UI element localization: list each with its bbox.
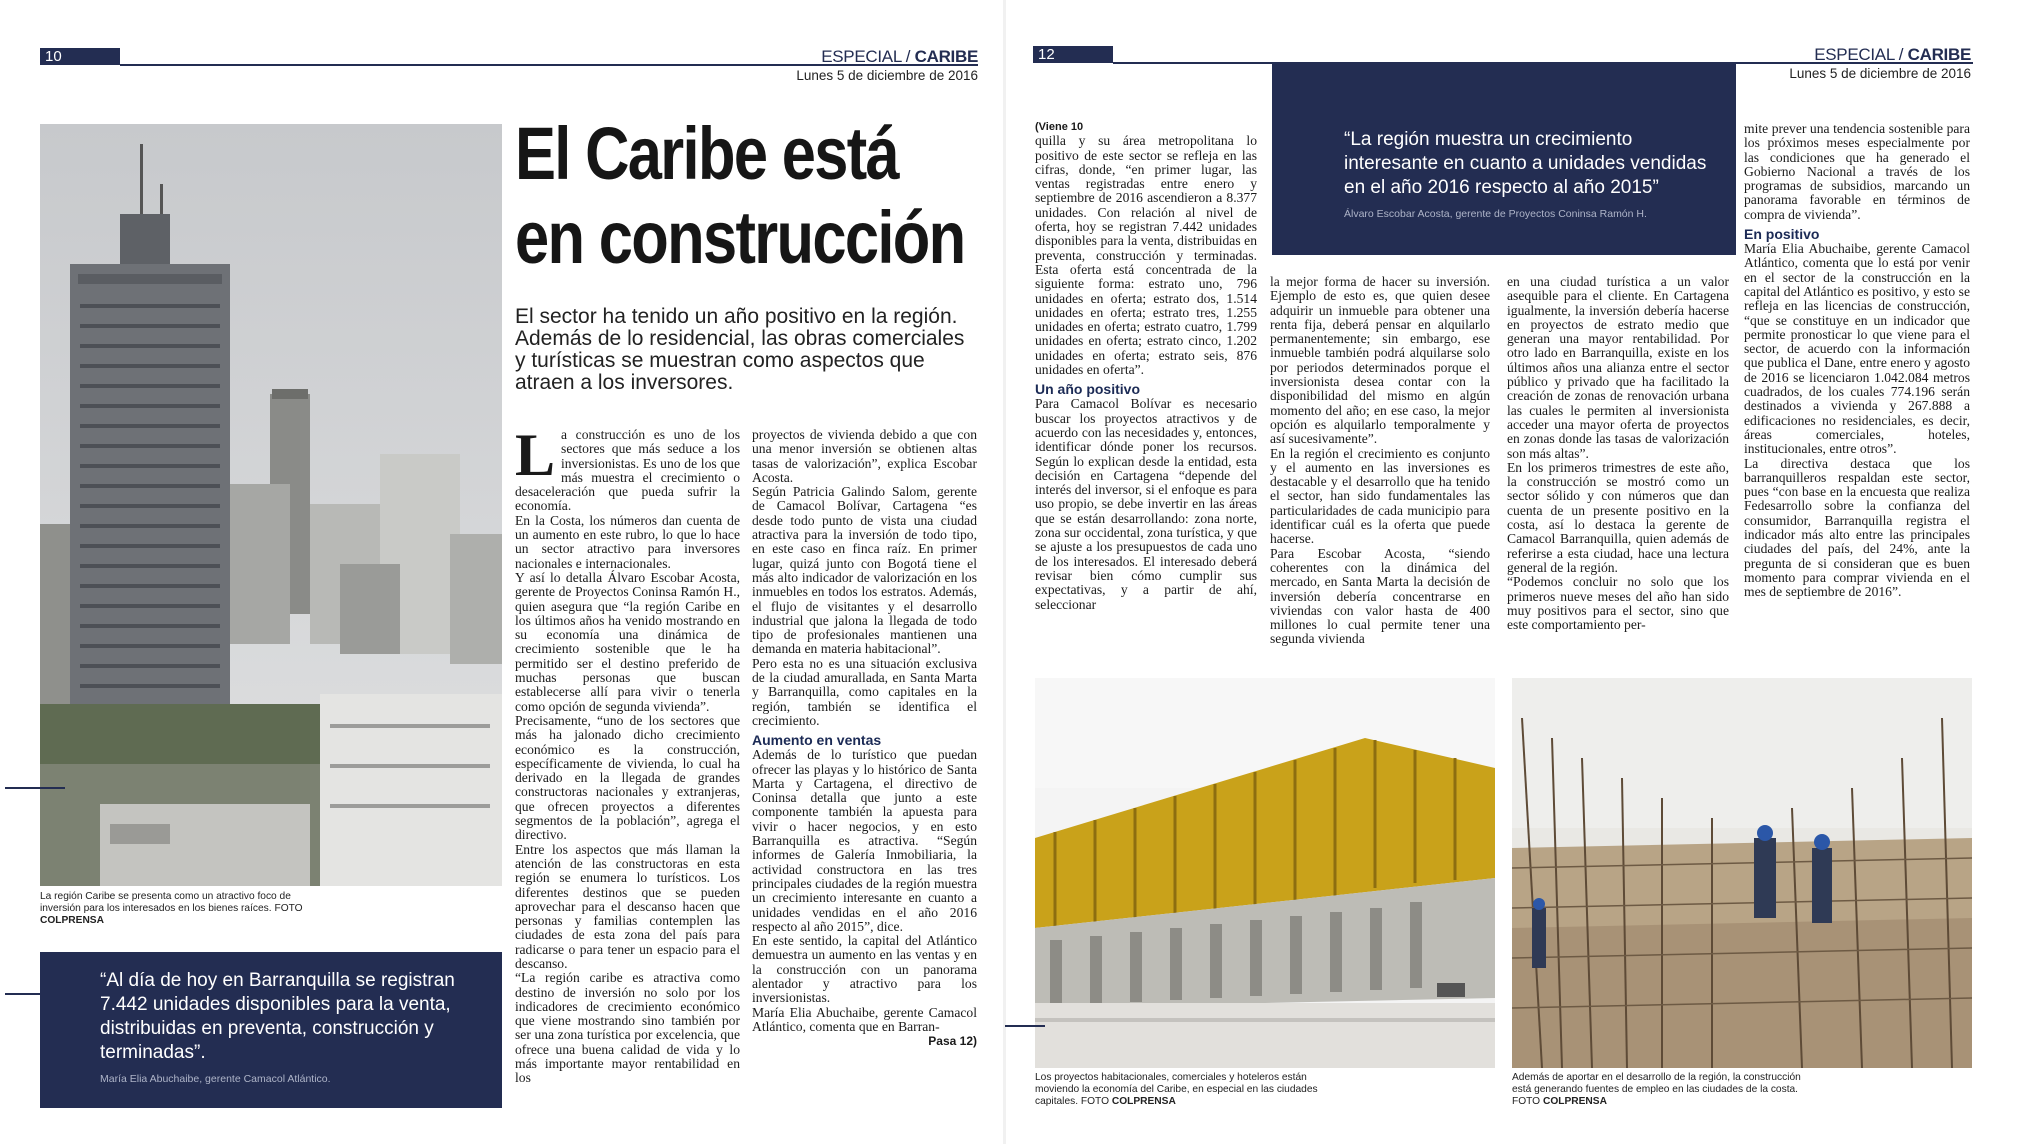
article-column: mite prever una tendencia sostenible para los próximos meses especialmente por las condiciones que ha generado el Gobierno Nacional a través de los programas de subsidios, marcando un panorama favorable en términos de compra de vivienda”. En positivo María Elia Abuchaibe, gerente Camacol Atlántico, comenta que lo está por venir en el sector de la construcción en la capital del Atlántico es positivo, y esto se refleja en las licencias de construcción, “que se constituye en un indicador que permite pronosticar lo que viene para el sector, de acuerdo con la información que publica el Dane, entre enero y agosto de 2016 se licenciaron 1.042.084 metros cuadrados, de los cuales 774.196 serán destinados a vivienda y 267.888 a edificaciones no residenciales, es decir, áreas comerciales, hoteles, institucionales, entre otros”. La directiva destaca que los barranquilleros respaldan este sector, pues “con base en la encuesta que realiza Fedesarrollo sobre la confianza del consumidor, Barranquilla registra el indicador más alto entre las principales ciudades del país, del 24%, ante la pregunta de si consideran que es buen momento para comprar vivienda en el mes de septiembre de 2016”. bbox=[1744, 122, 1970, 600]
subhead: Un año positivo bbox=[1035, 381, 1140, 398]
pull-quote-text: “Al día de hoy en Barranquilla se registran 7.442 unidades disponibles para la venta, distribuidas en preventa, construcción y terminadas”. bbox=[100, 970, 455, 1063]
article-column: en una ciudad turística a un valor asequible para el cliente. En Cartagena igualmente, la inversión debería hacerse en proyectos de estrato medio que generan una mayor rentabilidad. Por otro lado en Barranquilla, existe en los últimos años una alianza entre el sector público y privado que ha facilitado la creación de zonas de renovación urbana las cuales le permiten al inversionista acceder una mayor oferta de proyectos en zonas donde las tasas de valorización son más altas”. En los primeros trimestres de este año, la construcción se mostró como un sector sólido y con números que dan cuenta de un presente positivo en la costa, así lo destaca la gerente de Camacol Barranquilla, quien además de referirse a esta ciudad, hace una lectura general de la región. “Podemos concluir no solo que los primeros nueve meses del año han sido muy positivos para el sector, sino que este comportamiento per- bbox=[1507, 275, 1729, 633]
construction-workers-illustration bbox=[1512, 678, 1972, 1068]
photo-caption-right-1: Los proyectos habitacionales, comerciales y hoteleros están moviendo la economía del Caribe, en especial en las ciudades capitales. FOTO COLPRENSA bbox=[1035, 1072, 1318, 1107]
city-skyline-photo bbox=[40, 124, 502, 886]
margin-marker bbox=[5, 787, 65, 789]
jump-line: (Viene 10 bbox=[1035, 121, 1084, 133]
deck: El sector ha tenido un año positivo en la región. Además de lo residencial, las obras comerciales y turísticas se muestran como aspectos que atraen a los inversores. bbox=[515, 305, 965, 394]
pull-quote-right bbox=[1272, 63, 1736, 255]
page-gutter bbox=[1003, 0, 1006, 1144]
headline: El Caribe está en construcción bbox=[515, 112, 965, 279]
section-label-left: ESPECIAL / CARIBE bbox=[821, 47, 978, 66]
subhead: En positivo bbox=[1744, 226, 1820, 243]
photo-divider-line bbox=[1005, 1025, 1045, 1027]
page-number-right: 12 bbox=[1033, 46, 1113, 63]
photo-caption-left: La región Caribe se presenta como un atractivo foco de inversión para los interesados en los bienes raíces. FOTO COLPRENSA bbox=[40, 891, 303, 926]
article-column: proyectos de vivienda debido a que con una menor inversión se obtienen altas tasas de valorización”, explica Escobar Acosta. Según Patricia Galindo Salom, gerente de Camacol Bolívar, Cartagena “es desde todo punto de vista una ciudad atractiva para la inversión de todo tipo, en este caso en finca raíz. En primer lugar, quizá junto con Bogotá tiene el más alto indicador de valorización en los inmuebles en todos los estratos. Además, el flujo de visitantes y el desarrollo industrial que jalona la llegada de todo tipo de profesionales mantienen una demanda en materia habitacional”. Pero esta no es una situación exclusiva de la ciudad amurallada, en Santa Marta y Barranquilla, como capitales en la región, también se identifica el crecimiento. Aumento en ventas Además de lo turístico que puedan ofrecer las playas y lo histórico de Santa Marta y Cartagena, el directivo de Coninsa detalla que junto a este componente también la apuesta para vivir o hacer negocios, y en esto Barranquilla es atractiva. “Según informes de Galería Inmobiliaria, la actividad constructora en las tres principales ciudades de la región muestra un crecimiento interesante en cuanto a unidades vendidas en el año 2016 respecto al año 2015”, dice. En este sentido, la capital del Atlántico demuestra un aumento en las ventas y en la construcción con un panorama alentador y atractivo para los inversionistas. María Elia Abuchaibe, gerente Camacol Atlántico, comenta que en Barran- Pasa 12) bbox=[752, 428, 977, 1049]
city-skyline-illustration bbox=[40, 124, 502, 886]
page-number-left: 10 bbox=[40, 48, 120, 65]
article-column: la mejor forma de hacer su inversión. Ejemplo de esto es, que quien desee adquirir un inmueble para obtener una renta fija, deberá pensar en alquilarlo permanentemente; sin embargo, ese inmueble también podrá alquilarse solo por periodos determinados porque el inversionista desea contar con la disponibilidad del mismo en algún momento del año; en ese caso, la mejor opción es alquilarlo temporalmente y así sucesivamente”. En la región el crecimiento es conjunto y el aumento en las inversiones es destacable y el desarrollo que ha tenido el sector, han sido fundamentales las particularidades de cada municipio para identificar cuál es la oferta que puede hacerse. Para Escobar Acosta, “siendo coherentes con la dinámica del mercado, en Santa Marta la decisión de inversión debería concentrarse en viviendas con valor hasta de 400 millones lo cual permite tener una segunda vivienda bbox=[1270, 275, 1490, 647]
pull-quote-text: “La región muestra un crecimiento interesante en cuanto a unidades vendidas en el año 2016 respecto al año 2015” bbox=[1344, 129, 1707, 198]
date-right: Lunes 5 de diciembre de 2016 bbox=[1789, 66, 1971, 81]
pull-quote-attribution: María Elia Abuchaibe, gerente Camacol Atlántico. bbox=[100, 1073, 331, 1085]
pull-quote-attribution: Álvaro Escobar Acosta, gerente de Proyectos Coninsa Ramón H. bbox=[1344, 208, 1647, 220]
article-column: L a construcción es uno de los sectores que más seduce a los inversionistas. Es uno de los que más muestra el crecimiento o desaceleración que pueda sufrir la economía. En la Costa, los números dan cuenta de un aumento en este rubro, lo que lo hace un sector atractivo para inversores nacionales e internacionales. Y así lo detalla Álvaro Escobar Acosta, gerente de Proyectos Coninsa Ramón H., quien asegura que “la región Caribe en los últimos años ha venido mostrando en su economía una dinámica de crecimiento sostenible que le ha permitido ser el destino preferido de muchas personas que buscan establecerse allí para vivir o tenerla como opción de segunda vivienda”. Precisamente, “uno de los sectores que más ha jalonado dicho crecimiento económico es la construcción, específicamente de vivienda, lo cual ha derivado en la llegada de grandes constructoras nacionales y extranjeras, que ofrecen proyectos a diferentes segmentos de la población”, agrega el directivo. Entre los aspectos que más llaman la atención de las constructoras en esta región se enumera lo turísticos. Los diferentes destinos que se pueden aprovechar para el descanso hacen que personas y familias contemplen las ciudades de esta zona del país para radicarse o para tener un espacio para el descanso. “La región caribe es atractiva como destino de inversión no solo por los indicadores de crecimiento económico que viene mostrando sino también por ser una zona turística por excelencia, que ofrece una buena calidad de vida y lo más importante mayor rentabilidad en los bbox=[515, 428, 740, 1086]
construction-workers-photo bbox=[1512, 678, 1972, 1068]
drop-cap: L bbox=[515, 428, 556, 488]
pull-quote-left bbox=[40, 952, 502, 1108]
commercial-building-photo bbox=[1035, 678, 1495, 1068]
date-left: Lunes 5 de diciembre de 2016 bbox=[796, 68, 978, 83]
jump-line: Pasa 12) bbox=[928, 1034, 977, 1049]
photo-caption-right-2: Además de aportar en el desarrollo de la región, la construcción está generando fuentes de empleo en las ciudades de la costa. FOTO COLPRENSA bbox=[1512, 1072, 1801, 1107]
section-label-right: ESPECIAL / CARIBE bbox=[1814, 45, 1971, 64]
commercial-building-illustration bbox=[1035, 678, 1495, 1068]
subhead: Aumento en ventas bbox=[752, 732, 882, 749]
article-column: (Viene 10 quilla y su área metropolitana lo positivo de este sector se refleja en las cifras, donde, “en primer lugar, las ventas registradas entre enero y septiembre de 2016 ascendieron a 8.377 unidades. Con relación al nivel de oferta, hoy se registran 7.442 unidades disponibles para la venta, distribuidas en preventa, construcción y terminadas. Esta oferta está concentrada de la siguiente forma: estrato uno, 796 unidades en oferta; estrato dos, 1.514 unidades en oferta; estrato tres, 1.255 unidades en oferta; estrato cuatro, 1.799 unidades en oferta; estrato cinco, 1.202 unidades en oferta; estrato seis, 876 unidades en oferta”. Un año positivo Para Camacol Bolívar es necesario buscar los proyectos atractivos y de acuerdo con las necesidades y, entonces, identificar dónde poner los recursos. Según lo explican desde la entidad, esta decisión en Cartagena “depende del interés del inversor, si el enfoque es para uso propio, se debe invertir en las áreas que se están desarrollando: zona norte, zona sur occidental, zona turística, y que se ajuste a los presupuestos de cada uno de los interesados. El interesado deberá revisar bien cómo cumplir sus expectativas, y a partir de ahí, seleccionar bbox=[1035, 121, 1257, 612]
